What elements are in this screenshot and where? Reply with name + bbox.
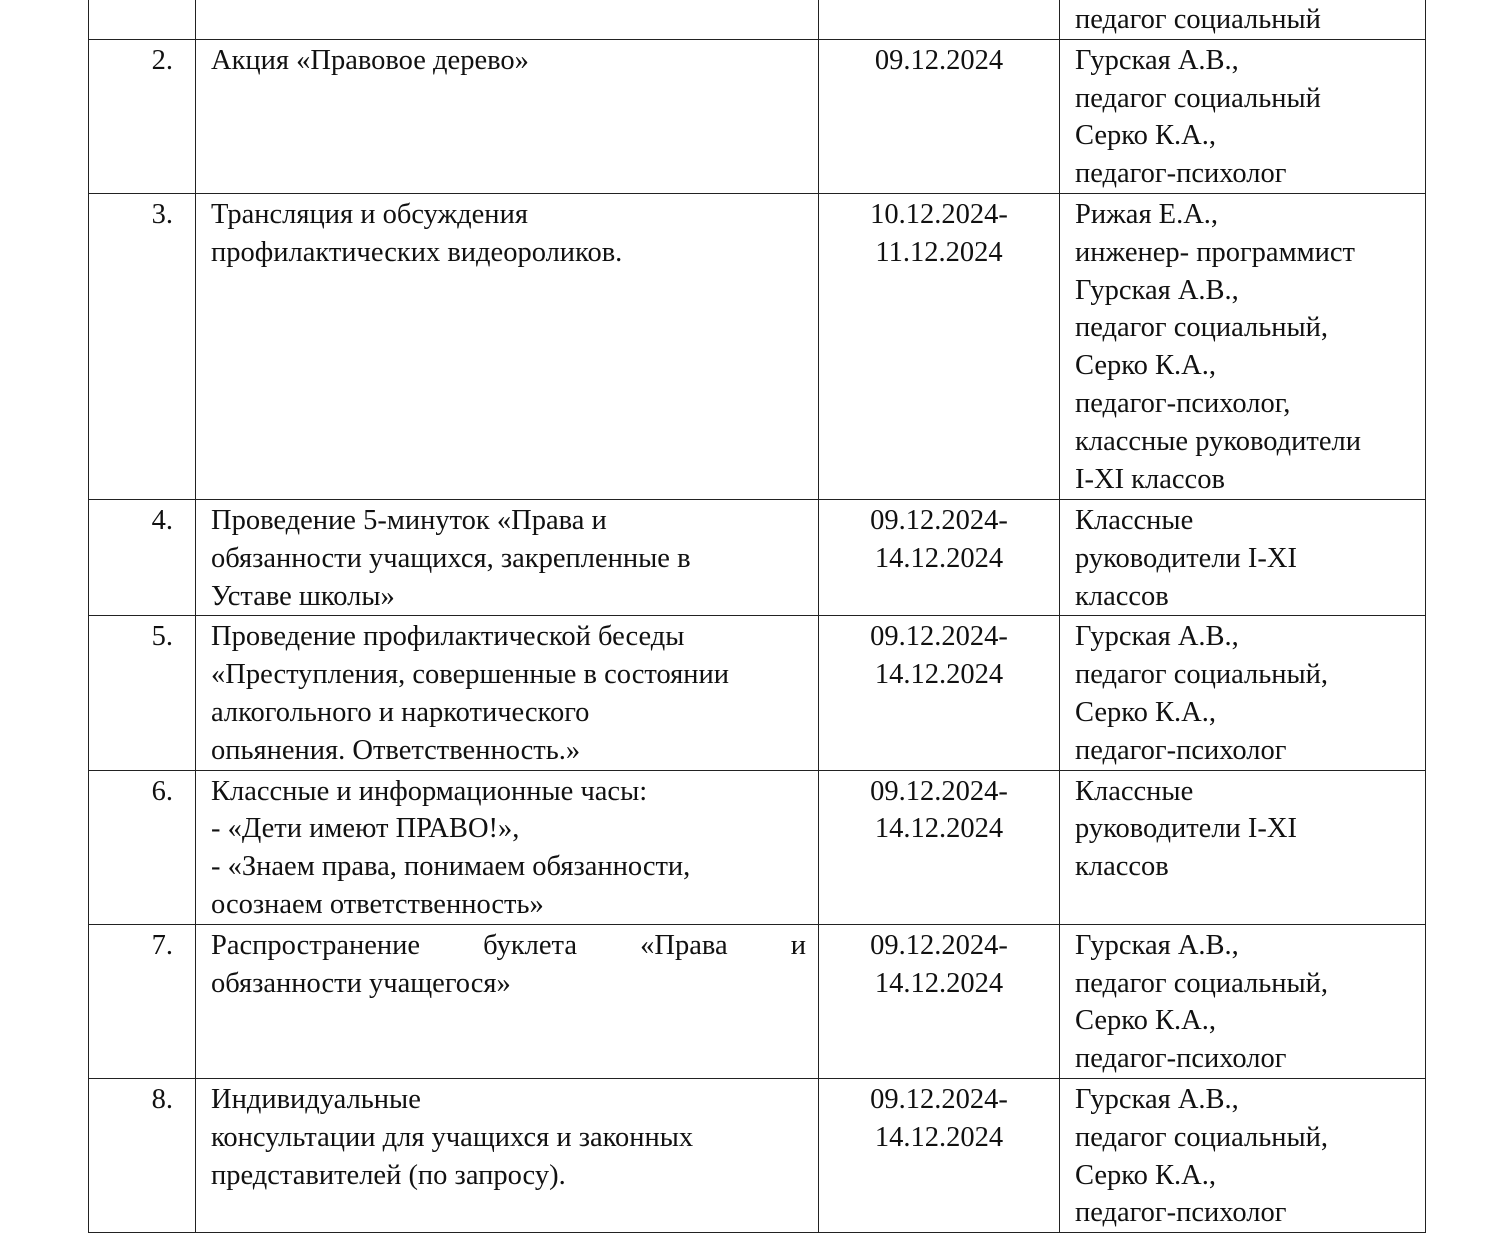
responsible-text-line: педагог социальный, <box>1075 967 1329 999</box>
events-plan-table <box>88 0 1426 1233</box>
date-text-line: 09.12.2024- <box>870 1083 1008 1115</box>
event-text-line: Проведение 5-минуток «Права и <box>211 504 607 536</box>
responsible-text-line: Серко К.А., <box>1075 120 1216 152</box>
responsible-text-line: педагог социальный, <box>1075 312 1329 344</box>
table-row <box>89 499 1426 615</box>
table-row <box>89 1078 1426 1232</box>
responsible-text-line: педагог-психолог <box>1075 1197 1287 1229</box>
event-cell <box>196 499 819 615</box>
row-number-cell <box>89 616 196 770</box>
responsible-text-line: Гурская А.В., <box>1075 621 1239 653</box>
responsible-text-line: руководители I-XI <box>1075 813 1297 845</box>
responsible-cell <box>1060 193 1426 499</box>
row-number: 7. <box>151 929 173 961</box>
row-number-cell <box>89 499 196 615</box>
responsible-text-line: I-XI классов <box>1075 463 1225 495</box>
table-row <box>89 924 1426 1078</box>
table-row <box>89 770 1426 924</box>
event-text-line: - «Знаем права, понимаем обязанности, <box>211 851 691 883</box>
responsible-text-line: Гурская А.В., <box>1075 929 1239 961</box>
date-cell <box>819 39 1060 193</box>
responsible-text-line: Серко К.А., <box>1075 1005 1216 1037</box>
date-text-line: 14.12.2024 <box>874 813 1004 845</box>
responsible-cell <box>1060 0 1426 39</box>
event-text-line: опьянения. Ответственность.» <box>211 734 581 766</box>
row-number: 6. <box>151 775 173 807</box>
date-cell <box>819 499 1060 615</box>
date-text-line: 14.12.2024 <box>874 967 1004 999</box>
table-row <box>89 39 1426 193</box>
date-text-line: 14.12.2024 <box>874 542 1004 574</box>
responsible-text-line: Серко К.А., <box>1075 696 1216 728</box>
responsible-text-line: педагог-психолог <box>1075 1043 1287 1075</box>
event-text-line: Трансляция и обсуждения <box>211 198 528 230</box>
responsible-text-line: педагог социальный <box>1075 82 1321 114</box>
event-text-line: обязанности учащихся, закрепленные в <box>211 542 691 574</box>
responsible-text-line: Гурская А.В., <box>1075 44 1239 76</box>
responsible-text-line: педагог социальный, <box>1075 659 1329 691</box>
row-number: 4. <box>151 504 173 536</box>
date-text-line: 10.12.2024- <box>870 198 1008 230</box>
date-cell <box>819 616 1060 770</box>
date-text-line: 14.12.2024 <box>874 1121 1004 1153</box>
responsible-cell <box>1060 616 1426 770</box>
row-number: 3. <box>151 198 173 230</box>
responsible-text-line: педагог социальный, <box>1075 1121 1329 1153</box>
responsible-text-line: классов <box>1075 851 1169 883</box>
responsible-cell <box>1060 1078 1426 1232</box>
event-text-line: Проведение профилактической беседы <box>211 621 685 653</box>
row-number: 5. <box>151 621 173 653</box>
date-text-line: 09.12.2024- <box>870 504 1008 536</box>
responsible-cell <box>1060 499 1426 615</box>
event-text-line: «Преступления, совершенные в состоянии <box>211 659 730 691</box>
table-body <box>89 0 1426 1233</box>
responsible-text-line: Гурская А.В., <box>1075 1083 1239 1115</box>
event-cell <box>196 770 819 924</box>
date-text-line: 11.12.2024 <box>875 236 1003 268</box>
responsible-text-line: Рижая Е.А., <box>1075 198 1219 230</box>
responsible-cell <box>1060 770 1426 924</box>
responsible-text-line: руководители I-XI <box>1075 542 1297 574</box>
event-text-line: Индивидуальные <box>211 1083 421 1115</box>
row-number-cell <box>89 0 196 39</box>
responsible-text-line: Серко К.А., <box>1075 1159 1216 1191</box>
responsible-cell <box>1060 924 1426 1078</box>
responsible-text-line: Классные <box>1075 775 1194 807</box>
table-row <box>89 0 1426 39</box>
date-text-line: 09.12.2024 <box>874 44 1004 76</box>
responsible-text-line: Гурская А.В., <box>1075 274 1239 306</box>
event-text-line: представителей (по запросу). <box>211 1159 566 1191</box>
event-text-line: консультации для учащихся и законных <box>211 1121 694 1153</box>
event-cell <box>196 924 819 1078</box>
responsible-text-line: педагог-психолог <box>1075 158 1287 190</box>
date-text-line: 09.12.2024- <box>870 621 1008 653</box>
date-text-line: 14.12.2024 <box>874 659 1004 691</box>
row-number: 8. <box>151 1083 173 1115</box>
event-text-line: Распространение буклета «Права и <box>211 929 806 961</box>
date-cell <box>819 193 1060 499</box>
row-number: 2. <box>151 44 173 76</box>
responsible-text-line: педагог-психолог, <box>1075 387 1291 419</box>
date-cell <box>819 924 1060 1078</box>
date-text-line: 09.12.2024- <box>870 775 1008 807</box>
event-text-line: - «Дети имеют ПРАВО!», <box>211 813 520 845</box>
row-number-cell <box>89 770 196 924</box>
responsible-text-line: классов <box>1075 580 1169 612</box>
event-text-line: Классные и информационные часы: <box>211 775 648 807</box>
row-number-cell <box>89 39 196 193</box>
event-cell <box>196 1078 819 1232</box>
date-cell <box>819 0 1060 39</box>
event-text-line: Акция «Правовое дерево» <box>211 44 529 76</box>
event-text-line: осознаем ответственность» <box>211 888 544 920</box>
responsible-text-line: Классные <box>1075 504 1194 536</box>
responsible-cell <box>1060 39 1426 193</box>
row-number-cell <box>89 924 196 1078</box>
event-text-line: обязанности учащегося» <box>211 967 511 999</box>
row-number-cell <box>89 193 196 499</box>
event-cell <box>196 0 819 39</box>
date-cell <box>819 770 1060 924</box>
event-text-line: алкогольного и наркотического <box>211 696 590 728</box>
table-row <box>89 616 1426 770</box>
date-text-line: 09.12.2024- <box>870 929 1008 961</box>
event-cell <box>196 193 819 499</box>
table-row <box>89 193 1426 499</box>
event-text-line: Уставе школы» <box>211 580 395 612</box>
row-number-cell <box>89 1078 196 1232</box>
responsible-text-line: классные руководители <box>1075 425 1361 457</box>
event-cell <box>196 616 819 770</box>
responsible-text-line: педагог социальный <box>1075 4 1321 35</box>
event-text-line: профилактических видеороликов. <box>211 236 623 268</box>
responsible-text-line: педагог-психолог <box>1075 734 1287 766</box>
event-cell <box>196 39 819 193</box>
date-cell <box>819 1078 1060 1232</box>
responsible-text-line: Серко К.А., <box>1075 350 1216 382</box>
responsible-text-line: инженер- программист <box>1075 236 1356 268</box>
